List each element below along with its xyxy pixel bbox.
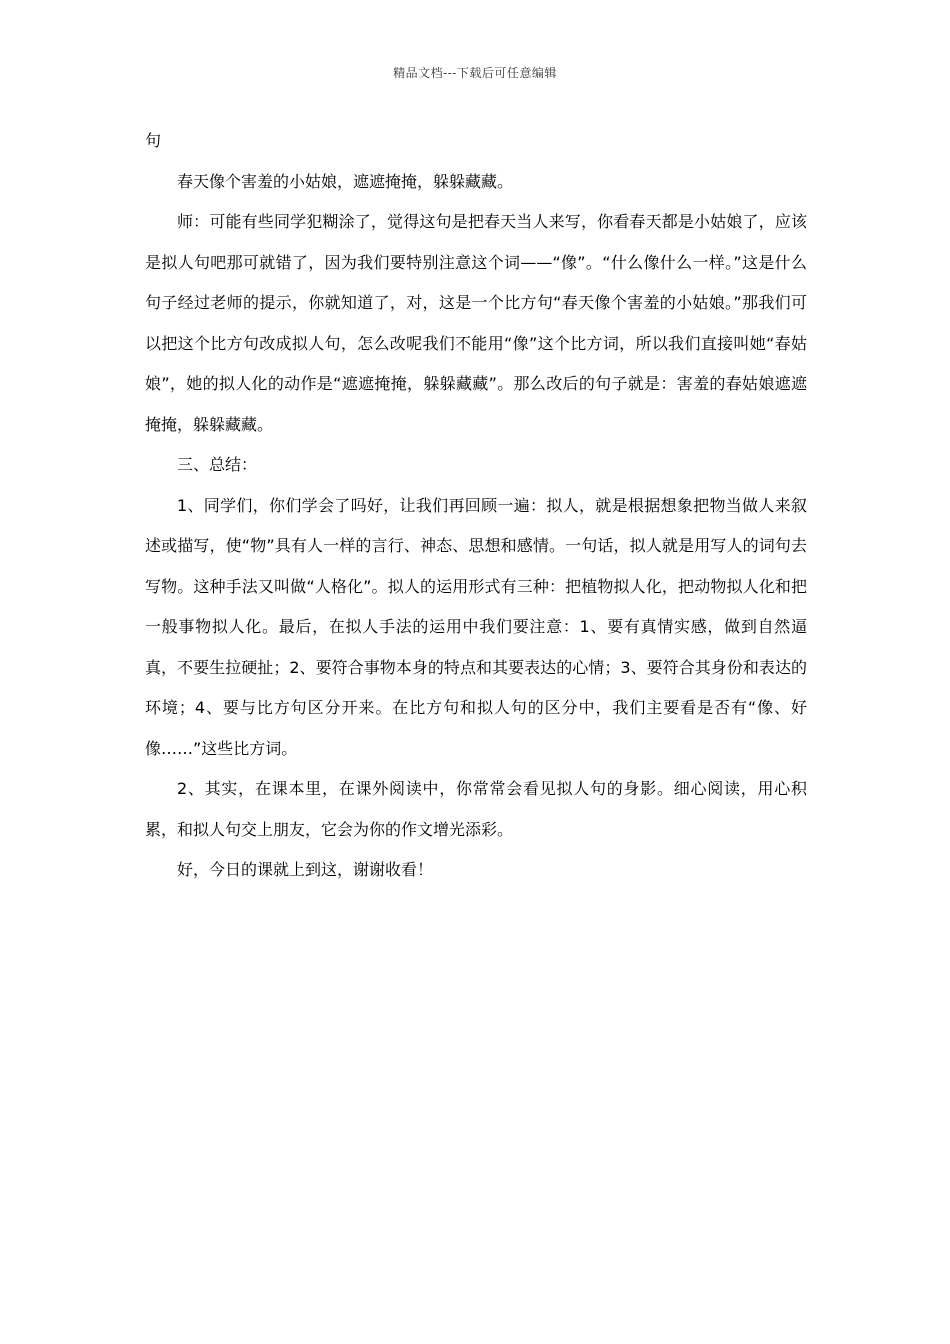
section-heading-summary: 三、总结： xyxy=(177,455,258,474)
page-header: 精品文档---下载后可任意编辑 xyxy=(393,66,557,80)
paragraph-teacher-explanation: 师：可能有些同学犯糊涂了，觉得这句是把春天当人来写，你看春天都是小姑娘了，应该是拟人句吧那可就错了，因为我们要特别注意这个词——“像”。“什么像什么一样。”这是什么句子经过老师的提示，你就知道了，对，这是一个比方句“春天像个害羞的小姑娘。”那我们可以把这个比方句改成拟人句，怎么改呢我们不能用“像”这个比方词，所以我们直接叫她“春姑娘”，她的拟人化的动作是“遮遮掩掩，躲躲藏藏”。那么改后的句子就是：害羞的春姑娘遮遮掩掩，躲躲藏藏。 xyxy=(145,212,807,434)
paragraph-summary-point-2: 2、其实，在课本里，在课外阅读中，你常常会看见拟人句的身影。细心阅读，用心积累，和拟人句交上朋友，它会为你的作文增光添彩。 xyxy=(145,779,807,839)
paragraph-summary-point-1: 1、同学们，你们学会了吗好，让我们再回顾一遍：拟人，就是根据想象把物当做人来叙述或描写，使“物”具有人一样的言行、神态、思想和感情。一句话，拟人就是用写人的词句去写物。这种手法又叫做“人格化”。拟人的运用形式有三种：把植物拟人化，把动物拟人化和把一般事物拟人化。最后，在拟人手法的运用中我们要注意：1、要有真情实感，做到自然逼真，不要生拉硬扯；2、要符合事物本身的特点和其要表达的心情；3、要符合其身份和表达的环境；4、要与比方句区分开来。在比方句和拟人句的区分中，我们主要看是否有“像、好像……”这些比方词。 xyxy=(145,495,807,758)
paragraph-continuation: 句 xyxy=(145,131,162,150)
paragraph-closing: 好，今日的课就上到这，谢谢收看！ xyxy=(177,860,434,879)
document-body xyxy=(145,121,807,891)
paragraph-example-sentence: 春天像个害羞的小姑娘，遮遮掩掩，躲躲藏藏。 xyxy=(177,171,514,191)
